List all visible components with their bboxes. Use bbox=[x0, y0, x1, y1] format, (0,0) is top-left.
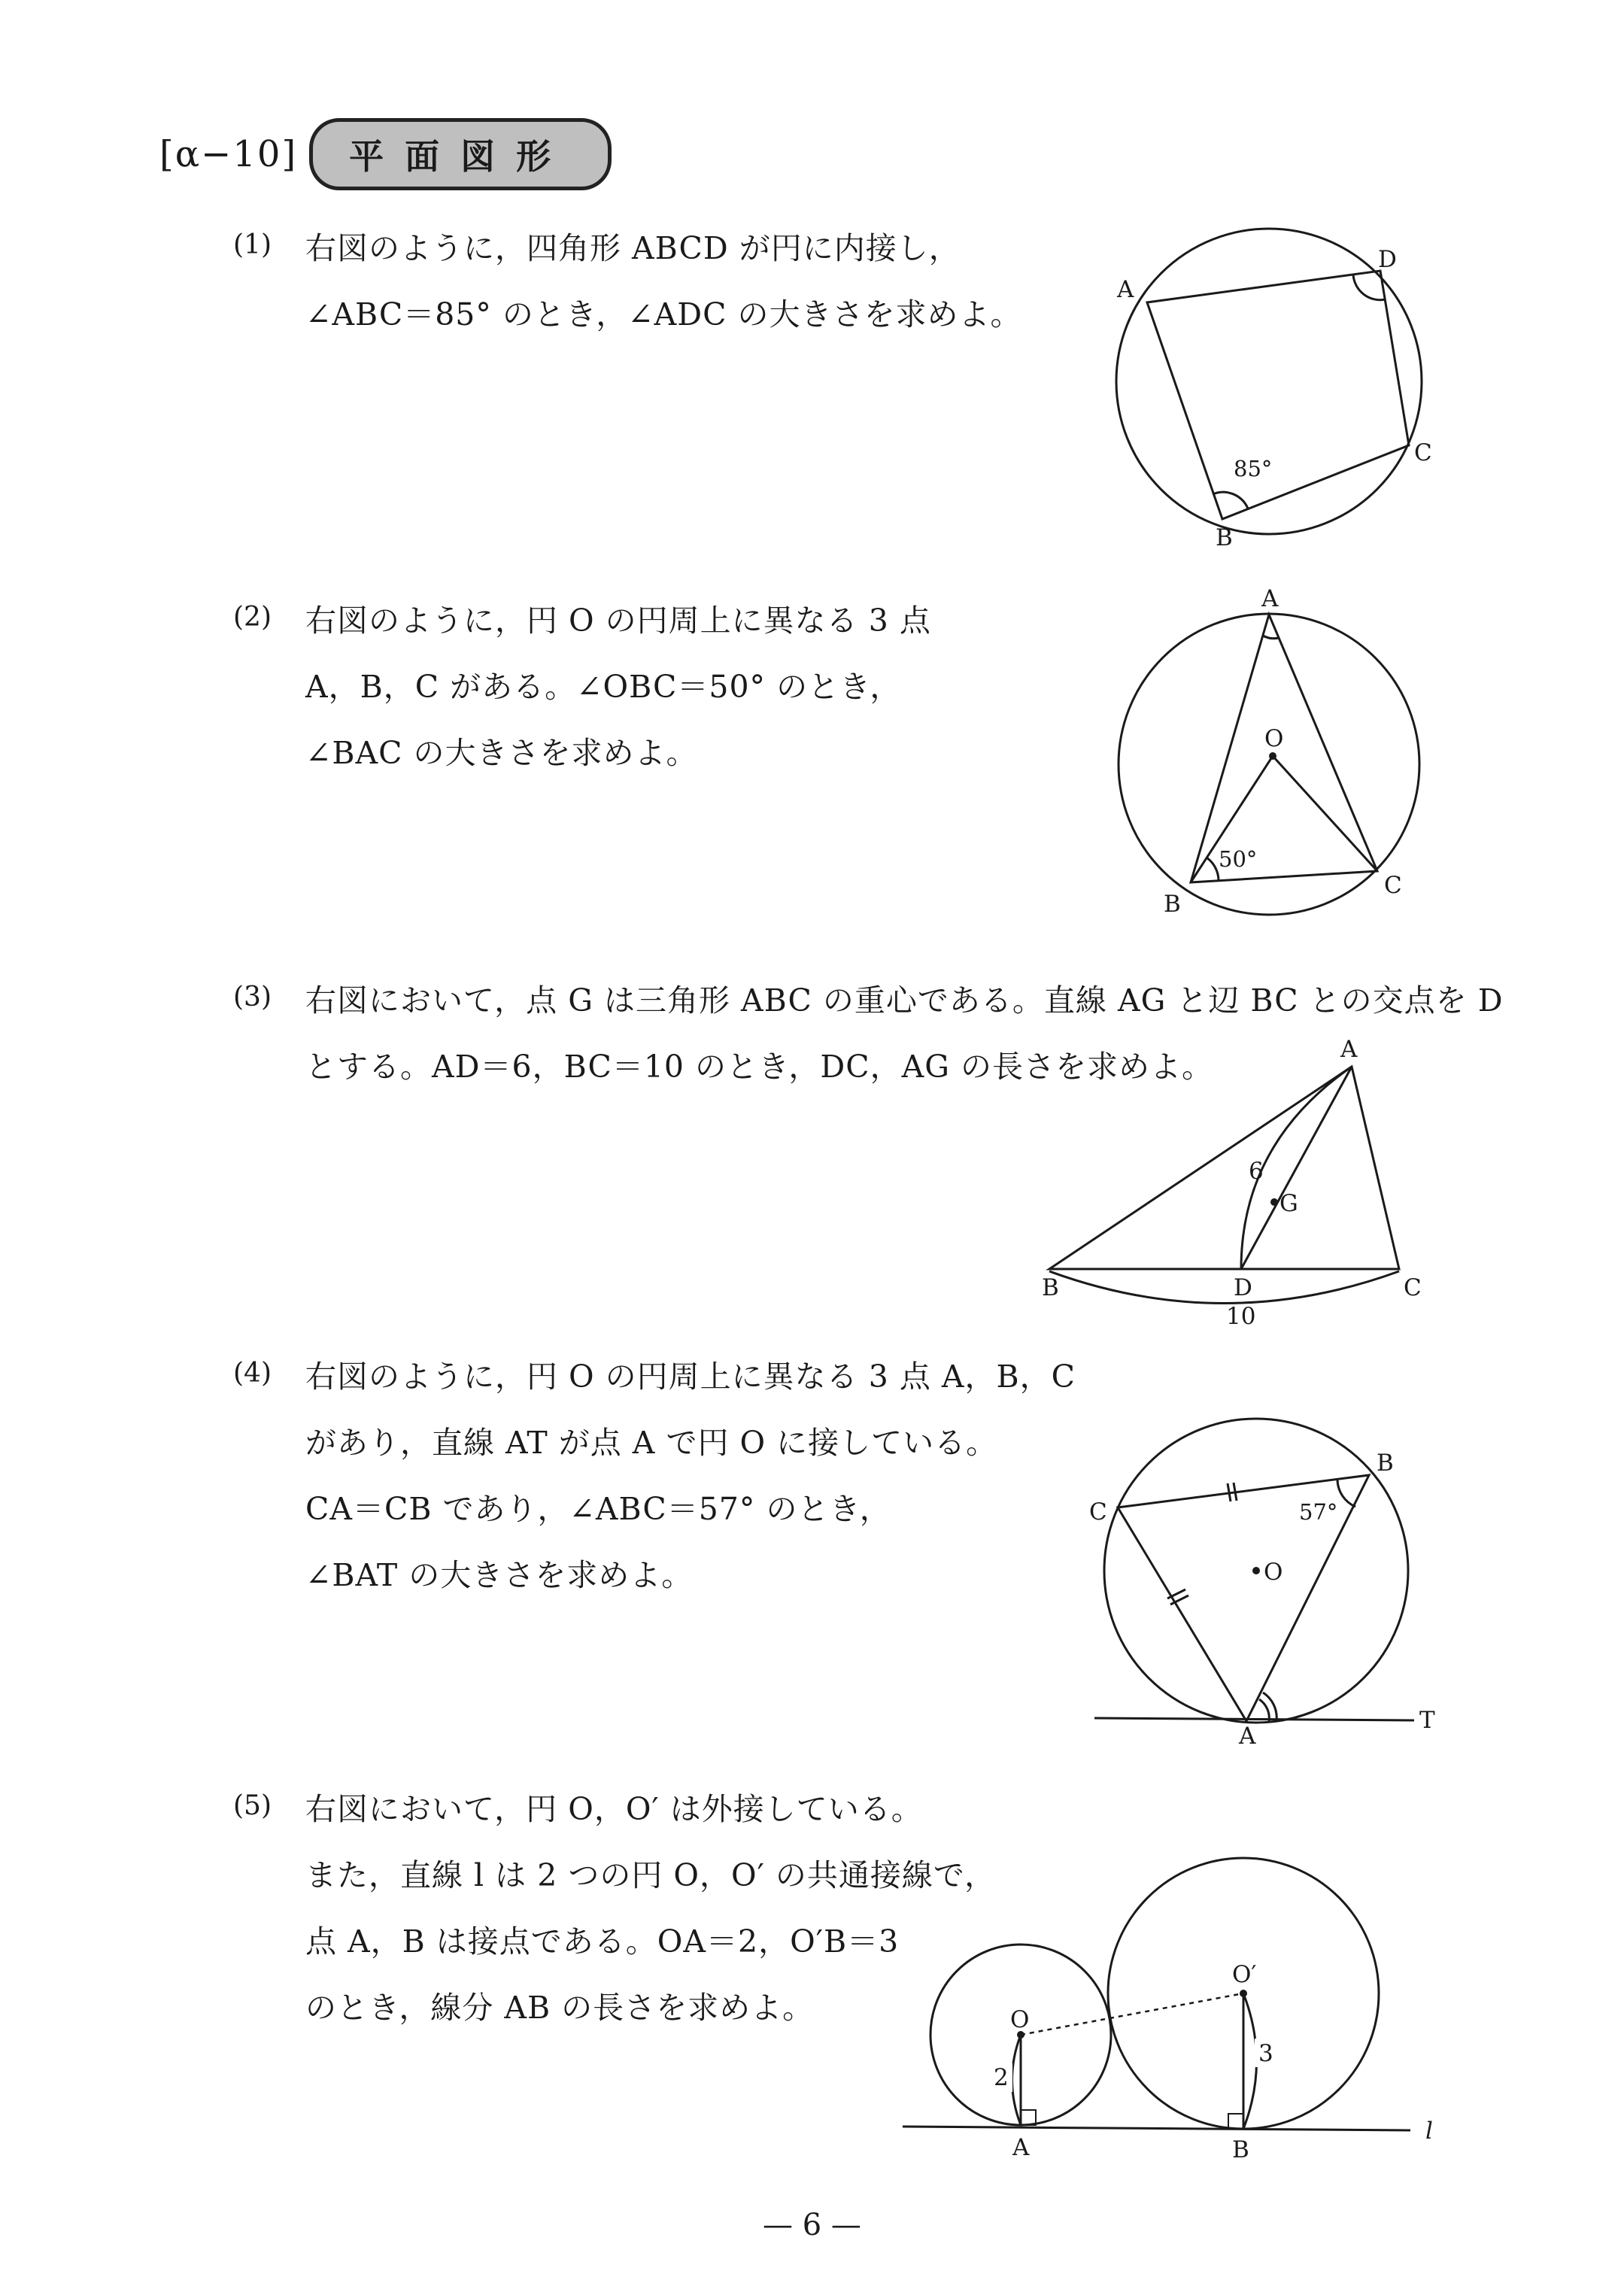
problem-text-line: ∠ABC＝85° のとき，∠ADC の大きさを求めよ。 bbox=[305, 296, 1022, 332]
problem-number: (4) bbox=[233, 1358, 272, 1389]
point-label-d: D bbox=[1234, 1274, 1252, 1301]
center-line-oo-prime bbox=[1021, 1993, 1243, 2035]
tangent-line-l bbox=[903, 2127, 1410, 2130]
problem-text-line: とする。AD＝6，BC＝10 のとき，DC，AG の長さを求めよ。 bbox=[305, 1049, 1214, 1085]
point-label-b: B bbox=[1232, 2136, 1249, 2163]
center-point-o-prime bbox=[1240, 1990, 1247, 1997]
problem-text-line: 右図のように，円 O の円周上に異なる 3 点 bbox=[305, 603, 931, 639]
problem-text-line: 右図のように，円 O の円周上に異なる 3 点 A，B，C bbox=[305, 1359, 1076, 1395]
point-label-c: C bbox=[1414, 439, 1432, 466]
point-label-o: O bbox=[1264, 1559, 1283, 1586]
point-label-o-prime: O′ bbox=[1232, 1961, 1257, 1988]
problem-text-line: があり，直線 AT が点 A で円 O に接している。 bbox=[305, 1425, 998, 1461]
point-label-c: C bbox=[1384, 872, 1402, 899]
angle-label-50: 50° bbox=[1219, 846, 1258, 872]
problem-text-line: 右図において，点 G は三角形 ABC の重心である。直線 AG と辺 BC との交点を D bbox=[305, 982, 1504, 1019]
point-label-c: C bbox=[1089, 1498, 1107, 1526]
point-label-a: A bbox=[1117, 276, 1134, 303]
point-label-t: T bbox=[1419, 1707, 1435, 1734]
point-label-b: B bbox=[1216, 524, 1233, 551]
problem-text-line: CA＝CB であり，∠ABC＝57° のとき， bbox=[305, 1491, 891, 1527]
point-label-a: A bbox=[1261, 585, 1279, 612]
problem-text-line: 点 A，B は接点である。OA＝2，O′B＝3 bbox=[305, 1923, 900, 1960]
problem-text-line: また，直線 l は 2 つの円 O，O′ の共通接線で， bbox=[305, 1857, 997, 1893]
problem-text-line: 右図において，円 O，O′ は外接している。 bbox=[305, 1791, 923, 1827]
length-label-bc: 10 bbox=[1226, 1303, 1256, 1330]
line-label-l: l bbox=[1425, 2118, 1433, 2145]
point-label-o: O bbox=[1010, 2006, 1030, 2033]
problem-text-line: のとき，線分 AB の長さを求めよ。 bbox=[305, 1990, 815, 2026]
problem-number: (3) bbox=[233, 982, 272, 1012]
section-title: 平面図形 bbox=[309, 118, 612, 190]
point-label-b: B bbox=[1164, 891, 1181, 918]
problem-text-line: ∠BAT の大きさを求めよ。 bbox=[305, 1557, 694, 1593]
problem-text-line: A，B，C がある。∠OBC＝50° のとき， bbox=[305, 669, 902, 705]
point-label-o: O bbox=[1264, 725, 1284, 752]
point-label-b: B bbox=[1042, 1274, 1059, 1301]
angle-label-57: 57° bbox=[1299, 1499, 1338, 1525]
point-label-g: G bbox=[1279, 1190, 1298, 1217]
point-label-c: C bbox=[1404, 1274, 1422, 1301]
right-angle-mark-a bbox=[1021, 2110, 1036, 2125]
point-label-a: A bbox=[1340, 1036, 1358, 1063]
length-label-oa: 2 bbox=[994, 2064, 1009, 2091]
length-label-o-prime-b: 3 bbox=[1258, 2040, 1273, 2067]
problem-number: (1) bbox=[233, 229, 272, 260]
angle-label-85: 85° bbox=[1234, 456, 1273, 481]
point-label-a: A bbox=[1239, 1723, 1256, 1750]
right-angle-mark-b bbox=[1228, 2114, 1243, 2129]
length-label-ad: 6 bbox=[1249, 1158, 1264, 1185]
point-label-a: A bbox=[1012, 2134, 1030, 2161]
page-number: — 6 — bbox=[763, 2208, 861, 2242]
point-label-d: D bbox=[1378, 246, 1397, 273]
point-label-b: B bbox=[1377, 1450, 1394, 1477]
problem-text-line: 右図のように，四角形 ABCD が円に内接し， bbox=[305, 230, 961, 266]
problem-number: (5) bbox=[233, 1790, 272, 1821]
problem-number: (2) bbox=[233, 602, 272, 633]
length-arc-oa bbox=[1012, 2035, 1021, 2125]
length-arc-o-prime-b bbox=[1243, 1993, 1257, 2129]
problem-text-line: ∠BAC の大きさを求めよ。 bbox=[305, 735, 698, 771]
section-id: [α−10] bbox=[159, 133, 298, 175]
